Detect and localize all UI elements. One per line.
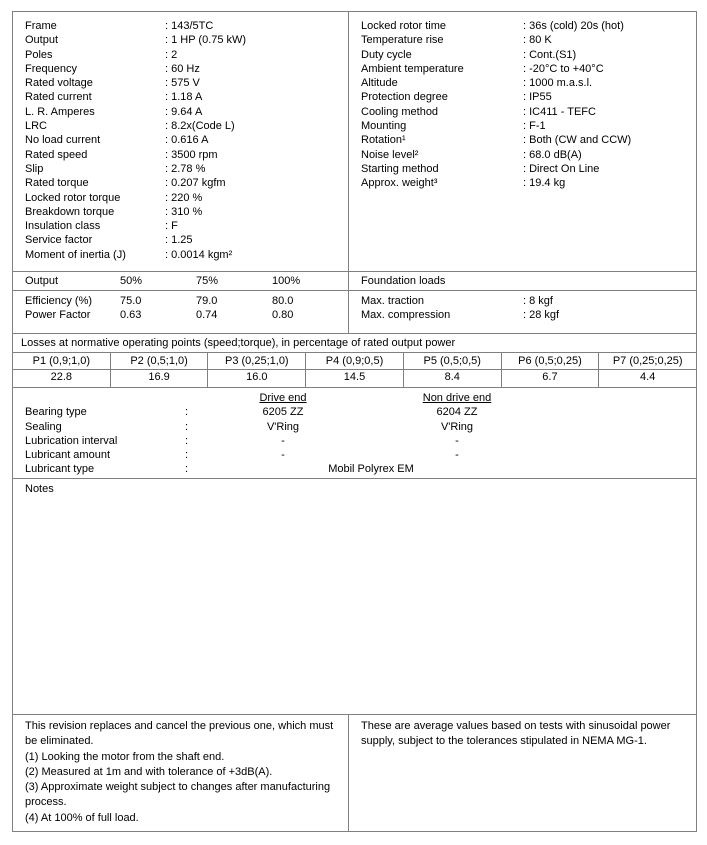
spec-label: Output [25,34,59,47]
spec-value: : 2.78 % [165,162,206,175]
lubrication-interval-label: Lubrication interval [25,434,118,447]
losses-col-p6 [501,353,599,387]
losses-header-p3: P3 (0,25;1,0) [208,353,305,370]
spec-label: Cooling method [361,105,439,118]
notes-label: Notes [25,483,54,495]
spec-row-altitude [349,76,696,90]
losses-header-p5: P5 (0,5;0,5) [404,353,501,370]
spec-row-lr-amperes [13,105,348,119]
spec-value: : 1.18 A [165,91,203,104]
spec-row-frame [13,19,348,33]
spec-row-approx-weight [349,176,696,190]
spec-row-protection-degree [349,90,696,104]
spec-row-slip [13,162,348,176]
sealing-row [25,420,696,434]
sealing-de: V'Ring [266,420,300,433]
spec-value: : 19.4 kg [523,177,566,190]
spec-row-starting-method [349,162,696,176]
performance-header-output: Output [25,275,59,287]
specs-right-column [349,12,696,271]
spec-value: : 1 HP (0.75 kW) [165,34,247,47]
max-compression-label: Max. compression [361,309,451,322]
losses-col-p7 [598,353,696,387]
lubricant-type-row [25,462,696,476]
losses-value-p1: 22.8 [50,371,73,383]
bearings-header-row [25,391,696,405]
losses-table [13,353,696,387]
spec-row-noise-level [349,148,696,162]
efficiency-75: 79.0 [196,295,218,307]
spec-value: : 3500 rpm [165,148,218,161]
spec-label: Locked rotor time [361,20,446,32]
spec-value: : 9.64 A [165,105,203,118]
spec-label: Noise level² [361,148,419,161]
spec-row-insulation-class [13,219,348,233]
max-traction-row [349,294,696,308]
losses-col-p1 [13,353,110,387]
power-factor-50: 0.63 [120,309,142,322]
spec-label: Altitude [361,77,398,90]
footnote-3: (3) Approximate weight subject to changes after manufacturing process. [25,781,331,809]
revision-note: This revision replaces and cancel the previous one, which must be eliminated. [25,720,334,748]
max-compression-value: : 28 kgf [523,309,560,322]
footer-left [13,715,349,831]
losses-header-p1: P1 (0,9;1,0) [13,353,110,370]
lubricant-type-value: Mobil Polyrex EM [328,463,414,476]
bearings-header-spacer [25,391,185,405]
power-factor-100: 0.80 [272,309,294,322]
spec-value: : 36s (cold) 20s (hot) [523,20,624,32]
bearing-type-de: 6205 ZZ [262,406,304,419]
spec-label: LRC [25,120,48,133]
spec-value: : Cont.(S1) [523,48,577,61]
bearings-section [13,387,696,478]
losses-col-p2 [110,353,208,387]
spec-value: : 1.25 [165,234,193,247]
spec-label: Frequency [25,62,77,75]
bearing-type-nde: 6204 ZZ [436,406,478,419]
spec-value: : 0.616 A [165,134,209,147]
spec-value: : Direct On Line [523,162,600,175]
spec-row-rated-voltage [13,76,348,90]
spec-label: Insulation class [25,220,101,233]
bearings-header-spacer [185,391,197,405]
spec-label: Rated current [25,91,92,104]
spec-label: Poles [25,48,53,61]
losses-title: Losses at normative operating points (speed;torque), in percentage of rated output power [13,334,696,353]
spec-label: Rated speed [25,148,88,161]
losses-header-p6: P6 (0,5;0,25) [502,353,599,370]
spec-row-rated-torque [13,176,348,190]
spec-label: Moment of inertia (J) [25,248,126,261]
spec-row-mounting [349,119,696,133]
lubrication-interval-de: - [281,434,285,447]
losses-value-p3: 16.0 [246,371,268,383]
spec-label: L. R. Amperes [25,105,95,118]
spec-row-no-load-current [13,133,348,147]
efficiency-100: 80.0 [272,295,294,307]
spec-label: Ambient temperature [361,62,464,75]
spec-value: : IP55 [523,91,552,104]
spec-label: Protection degree [361,91,448,104]
spec-value: : 68.0 dB(A) [523,148,582,161]
spec-row-temperature-rise [349,33,696,47]
sealing-nde: V'Ring [440,420,474,433]
performance-header-75: 75% [196,275,219,287]
lubricant-amount-row [25,448,696,462]
max-traction-label: Max. traction [361,295,424,307]
losses-header-p2: P2 (0,5;1,0) [111,353,208,370]
spec-label: Mounting [361,120,407,133]
losses-value-p2: 16.9 [148,371,170,383]
spec-row-breakdown-torque [13,205,348,219]
lubrication-interval-row [25,434,696,448]
losses-col-p5 [403,353,501,387]
non-drive-end-header: Non drive end [422,392,492,404]
lubricant-amount-label: Lubricant amount [25,449,110,462]
efficiency-50: 75.0 [120,295,142,307]
losses-section [13,333,696,387]
spec-label: Rated torque [25,177,89,190]
spec-row-moment-of-inertia [13,248,348,262]
spec-value: : 2 [165,48,178,61]
spec-row-rotation [349,133,696,147]
bearing-type-row [25,405,696,419]
spec-value: : 0.0014 kgm² [165,248,233,261]
spec-value: : -20°C to +40°C [523,62,604,75]
max-traction-value: : 8 kgf [523,295,553,307]
spec-row-frequency [13,62,348,76]
spec-label: Slip [25,162,44,175]
performance-header-100: 100% [272,275,301,287]
spec-row-lrc [13,119,348,133]
sealing-label: Sealing [25,420,62,433]
losses-value-p7: 4.4 [640,371,656,383]
spec-row-output [13,33,348,47]
spec-label: No load current [25,134,101,147]
performance-header-row [13,272,348,291]
spec-value: : 143/5TC [165,20,214,32]
spec-label: Duty cycle [361,48,412,61]
footnote-4: (4) At 100% of full load. [25,811,139,824]
spec-value: : 80 K [523,34,552,47]
lubricant-amount-de: - [281,449,285,462]
spec-row-rated-speed [13,148,348,162]
spec-value: : Both (CW and CCW) [523,134,632,147]
specs-left-column [13,12,349,271]
efficiency-row [13,294,348,308]
losses-header-p4: P4 (0,9;0,5) [306,353,403,370]
spec-label: Rated voltage [25,77,93,90]
spec-value: : IC411 - TEFC [523,105,596,118]
tolerance-note: These are average values based on tests with sinusoidal power supply, subject to the tolerances stipulated in NEMA MG-1. [361,720,671,748]
lubricant-amount-nde: - [455,449,459,462]
spec-value: : 575 V [165,77,200,90]
spec-value: : F-1 [523,120,546,133]
performance-table [13,272,349,333]
losses-col-p4 [305,353,403,387]
efficiency-label: Efficiency (%) [25,295,93,307]
spec-value: : 1000 m.a.s.l. [523,77,593,90]
losses-col-p3 [207,353,305,387]
footnote-1: (1) Looking the motor from the shaft end. [25,750,225,763]
spec-label: Service factor [25,234,93,247]
spec-value: : 220 % [165,191,203,204]
separator: : [185,449,189,462]
spec-value: : F [165,220,178,233]
foundation-loads-title: Foundation loads [349,272,696,291]
footer-section [13,714,696,831]
footer-right [349,715,696,831]
losses-value-p4: 14.5 [343,371,366,383]
separator: : [185,406,189,419]
spec-label: Starting method [361,162,439,175]
spec-label: Rotation¹ [361,134,406,147]
power-factor-label: Power Factor [25,309,91,322]
spec-row-service-factor [13,233,348,247]
foundation-loads-table [349,272,696,333]
notes-section [13,478,696,714]
spec-label: Breakdown torque [25,205,115,218]
drive-end-header: Drive end [259,392,307,404]
losses-header-p7: P7 (0,25;0,25) [599,353,696,370]
specs-section [13,12,696,271]
spec-label: Locked rotor torque [25,191,121,204]
footnote-2: (2) Measured at 1m and with tolerance of +3dB(A). [25,765,273,778]
spec-row-cooling-method [349,105,696,119]
spec-row-duty-cycle [349,48,696,62]
lubrication-interval-nde: - [455,434,459,447]
spec-row-poles [13,48,348,62]
performance-body [13,291,348,323]
spec-row-ambient-temperature [349,62,696,76]
spec-value: : 0.207 kgfm [165,177,226,190]
spec-value: : 8.2x(Code L) [165,120,235,133]
datasheet [12,11,697,832]
spec-row-rated-current [13,90,348,104]
separator: : [185,420,189,433]
separator: : [185,434,189,447]
performance-section [13,271,696,333]
separator: : [185,463,189,476]
spec-value: : 310 % [165,205,203,218]
spec-row-locked-rotor-time [349,19,696,33]
spec-label: Frame [25,20,57,32]
spec-label: Approx. weight³ [361,177,438,190]
spec-value: : 60 Hz [165,62,200,75]
spec-row-locked-rotor-torque [13,191,348,205]
foundation-loads-body [349,291,696,323]
losses-value-p5: 8.4 [444,371,460,383]
max-compression-row [349,308,696,322]
power-factor-75: 0.74 [196,309,218,322]
power-factor-row [13,308,348,322]
performance-header-50: 50% [120,275,143,287]
lubricant-type-label: Lubricant type [25,463,95,476]
bearing-type-label: Bearing type [25,406,87,419]
spec-label: Temperature rise [361,34,444,47]
losses-value-p6: 6.7 [542,371,558,383]
